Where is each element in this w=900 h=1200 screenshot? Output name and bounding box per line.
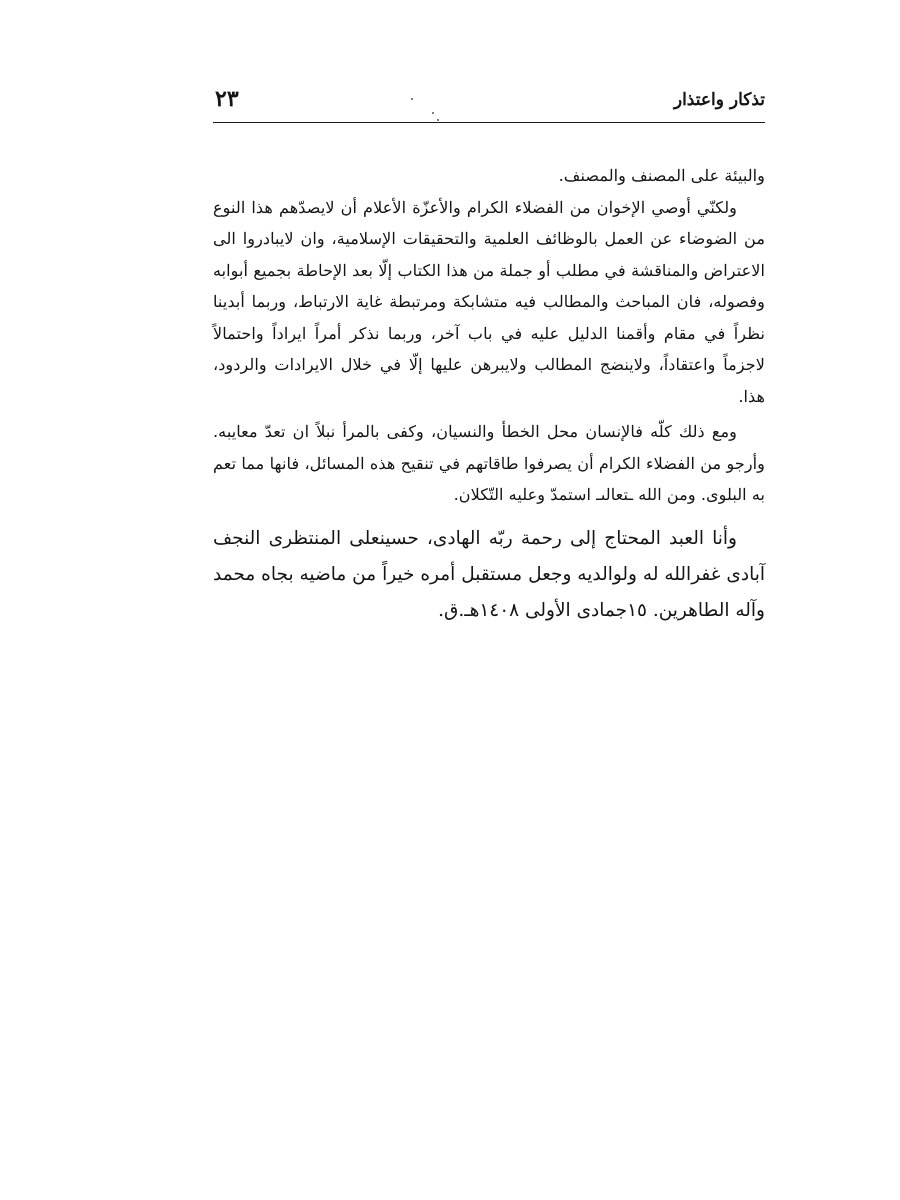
page-number: ٢٣	[215, 86, 239, 112]
paragraph: ومع ذلك كلّه فالإنسان محل الخطأ والنسيان، وكفى بالمرأ نبلاً ان تعدّ معايبه. وأرجو من الفضلاء الكرام أن يصرفوا طاقاتهم في تنقيح هذه المسائل، فانها مما تعم به البلوى. ومن الله ـتعالىـ استمدّ وعليه التّكلان.	[213, 422, 765, 504]
scan-speck	[411, 98, 413, 100]
page-header	[213, 84, 765, 122]
paragraph: ولكنّي أوصي الإخوان من الفضلاء الكرام والأعزّة الأعلام أن لايصدّهم هذا النوع من الضوضاء عن العمل بالوظائف العلمية والتحقيقات الإسلامية، وان لايبادروا الى الاعتراض والمناقشة في مطلب أو جملة من هذا الكتاب إلّا بعد الإحاطة بجميع أبوابه وفصوله، فان المباحث والمطالب فيه متشابكة ومرتبطة غاية الارتباط، وربما أبدينا نظراً في مقام وأقمنا الدليل عليه في باب آخر، وربما نذكر أمراً ايراداً واحتمالاً لاجزماً واعتقاداً، ولاينضج المطالب ولايبرهن عليها إلّا في خلال الايرادات والردود، هذا.	[213, 197, 765, 406]
scan-speck	[432, 112, 434, 114]
paragraph: والبيئة على المصنف والمصنف.	[558, 166, 765, 185]
scan-speck	[437, 119, 439, 121]
author-signature: وأنا العبد المحتاج إلى رحمة ربّه الهادى، حسينعلى المنتظرى النجف آبادى غفرالله له ولوالديه وجعل مستقبل أمره خيراً من ماضيه بجاه محمد وآله الطاهرين. ١٥جمادى الأولى ١٤٠٨هـ.ق.	[213, 528, 765, 621]
header-rule	[213, 122, 765, 123]
body-text	[213, 160, 765, 511]
running-title: تذكار واعتذار	[673, 90, 765, 110]
